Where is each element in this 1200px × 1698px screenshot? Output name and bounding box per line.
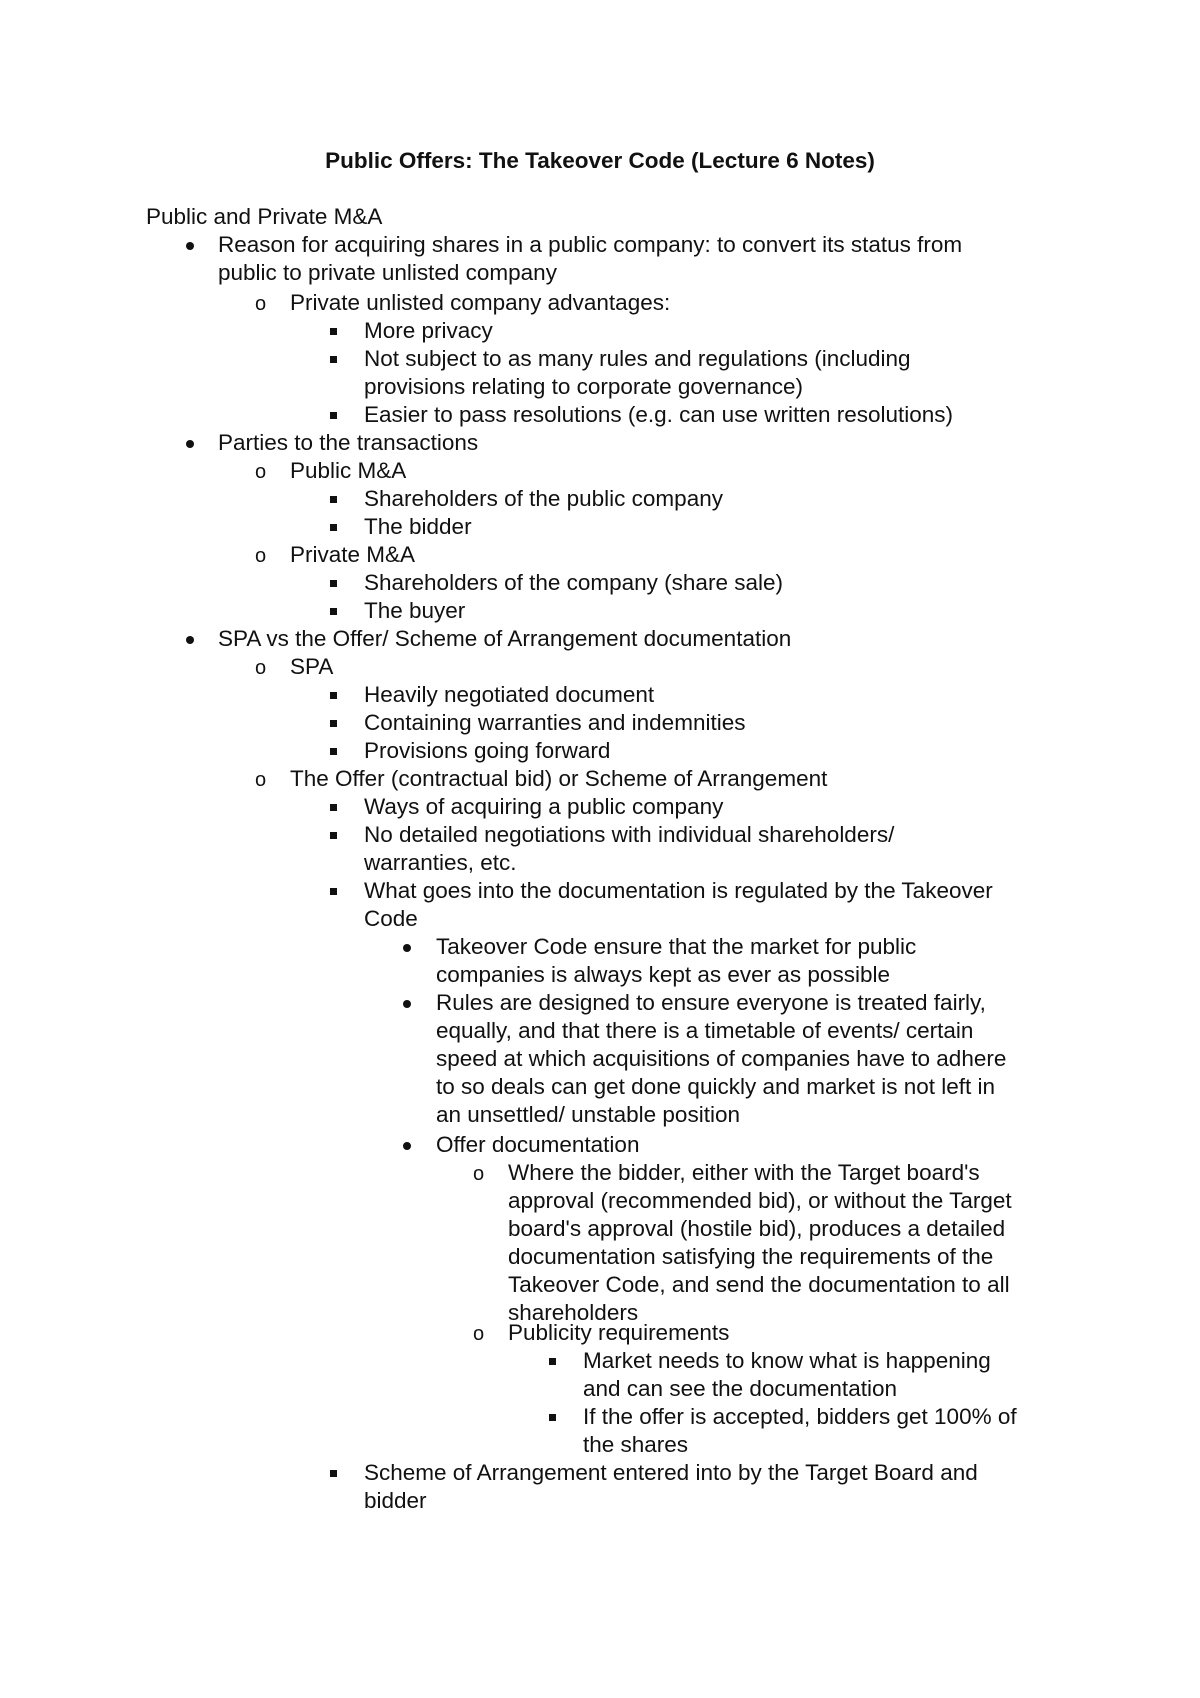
bullet-circle-icon: o <box>473 1323 485 1345</box>
bullet-circle-icon: o <box>255 657 267 679</box>
list-item-text: Shareholders of the public company <box>364 486 723 511</box>
bullet-square-icon <box>330 580 337 587</box>
bullet-square-icon <box>330 888 337 895</box>
list-item <box>0 1459 1200 1515</box>
bullet-square-icon <box>330 524 337 531</box>
list-item-text: Reason for acquiring shares in a public company: to convert its status from <box>218 232 963 257</box>
list-item-text: SPA vs the Offer/ Scheme of Arrangement documentation <box>218 626 792 651</box>
list-item-text: provisions relating to corporate governance) <box>364 374 803 399</box>
list-item <box>0 1347 1200 1403</box>
list-item <box>0 793 1200 821</box>
list-item <box>0 317 1200 345</box>
list-item-text: approval (recommended bid), or without the Target <box>508 1188 1012 1213</box>
list-item <box>0 485 1200 513</box>
list-item-text: bidder <box>364 1488 427 1513</box>
list-item-text: Parties to the transactions <box>218 430 479 455</box>
bullet-square-icon <box>330 496 337 503</box>
list-item-text: Easier to pass resolutions (e.g. can use written resolutions) <box>364 402 954 427</box>
bullet-square-icon <box>330 328 337 335</box>
bullet-circle-icon: o <box>255 769 267 791</box>
list-item-text: and can see the documentation <box>583 1376 897 1401</box>
list-item-text: Code <box>364 906 418 931</box>
list-item-text: an unsettled/ unstable position <box>436 1102 740 1127</box>
list-item-text: Private unlisted company advantages: <box>290 290 671 315</box>
list-item-text: equally, and that there is a timetable of events/ certain <box>436 1018 974 1043</box>
list-item-text: Takeover Code ensure that the market for public <box>436 934 917 959</box>
list-item <box>0 709 1200 737</box>
list-item-text: Private M&A <box>290 542 416 567</box>
list-item-text: Ways of acquiring a public company <box>364 794 724 819</box>
list-item <box>0 541 1200 569</box>
list-item <box>0 597 1200 625</box>
list-item-text: shareholders <box>508 1300 639 1325</box>
page-title: Public Offers: The Takeover Code (Lecture 6 Notes) <box>325 148 875 173</box>
list-item <box>0 289 1200 317</box>
list-item-text: speed at which acquisitions of companies have to adhere <box>436 1046 1007 1071</box>
bullet-square-icon <box>330 804 337 811</box>
bullet-square-icon <box>330 748 337 755</box>
list-item-text: What goes into the documentation is regulated by the Takeover <box>364 878 993 903</box>
bullet-square-icon <box>549 1414 556 1421</box>
list-item-text: No detailed negotiations with individual shareholders/ <box>364 822 895 847</box>
list-item <box>0 1319 1200 1347</box>
bullet-square-icon <box>330 1470 337 1477</box>
list-item <box>0 877 1200 933</box>
list-item-text: Heavily negotiated document <box>364 682 655 707</box>
list-item <box>0 457 1200 485</box>
list-item-text: Scheme of Arrangement entered into by the Target Board and <box>364 1460 978 1485</box>
bullet-square-icon <box>330 692 337 699</box>
list-item-text: The bidder <box>364 514 472 539</box>
list-item <box>0 401 1200 429</box>
bullet-circle-icon: o <box>473 1163 485 1185</box>
bullet-circle-icon: o <box>255 293 267 315</box>
bullet-disc-icon <box>403 1142 411 1150</box>
list-item-text: The Offer (contractual bid) or Scheme of Arrangement <box>290 766 828 791</box>
list-item-text: Not subject to as many rules and regulations (including <box>364 346 911 371</box>
list-item-text: companies is always kept as ever as possible <box>436 962 890 987</box>
list-item <box>0 1159 1200 1327</box>
list-item <box>0 1131 1200 1159</box>
list-item <box>0 345 1200 401</box>
list-item <box>0 429 1200 457</box>
list-item-text: Offer documentation <box>436 1132 640 1157</box>
list-item-text: warranties, etc. <box>364 850 517 875</box>
list-item-text: Publicity requirements <box>508 1320 730 1345</box>
list-item-text: to so deals can get done quickly and market is not left in <box>436 1074 996 1099</box>
list-item <box>0 625 1200 653</box>
list-item-text: public to private unlisted company <box>218 260 557 285</box>
list-item <box>0 821 1200 877</box>
bullet-square-icon <box>330 412 337 419</box>
list-item-text: The buyer <box>364 598 466 623</box>
list-item <box>0 737 1200 765</box>
list-item <box>0 569 1200 597</box>
list-item <box>0 513 1200 541</box>
bullet-square-icon <box>330 608 337 615</box>
bullet-circle-icon: o <box>255 545 267 567</box>
list-item <box>0 1403 1200 1459</box>
list-item-text: Shareholders of the company (share sale) <box>364 570 783 595</box>
bullet-square-icon <box>549 1358 556 1365</box>
list-item <box>0 765 1200 793</box>
list-item-text: documentation satisfying the requirements of the <box>508 1244 994 1269</box>
list-item-text: Provisions going forward <box>364 738 611 763</box>
bullet-disc-icon <box>186 636 194 644</box>
list-item <box>0 231 1200 287</box>
bullet-square-icon <box>330 832 337 839</box>
list-item-text: If the offer is accepted, bidders get 100% of <box>583 1404 1017 1429</box>
list-item-text: Where the bidder, either with the Target board's <box>508 1160 980 1185</box>
bullet-square-icon <box>330 356 337 363</box>
bullet-disc-icon <box>186 440 194 448</box>
list-item-text: board's approval (hostile bid), produces a detailed <box>508 1216 1006 1241</box>
list-item <box>0 989 1200 1129</box>
list-item <box>0 681 1200 709</box>
bullet-circle-icon: o <box>255 461 267 483</box>
list-item-text: SPA <box>290 654 334 679</box>
bullet-square-icon <box>330 720 337 727</box>
list-item-text: Containing warranties and indemnities <box>364 710 746 735</box>
list-item-text: Takeover Code, and send the documentation to all <box>508 1272 1010 1297</box>
list-item-text: the shares <box>583 1432 689 1457</box>
list-item <box>0 933 1200 989</box>
list-item-text: Public M&A <box>290 458 407 483</box>
list-item-text: More privacy <box>364 318 493 343</box>
section-heading: Public and Private M&A <box>146 204 383 229</box>
list-item-text: Rules are designed to ensure everyone is treated fairly, <box>436 990 986 1015</box>
bullet-disc-icon <box>186 242 194 250</box>
list-item-text: Market needs to know what is happening <box>583 1348 991 1373</box>
list-item <box>0 653 1200 681</box>
bullet-disc-icon <box>403 1000 411 1008</box>
bullet-disc-icon <box>403 944 411 952</box>
